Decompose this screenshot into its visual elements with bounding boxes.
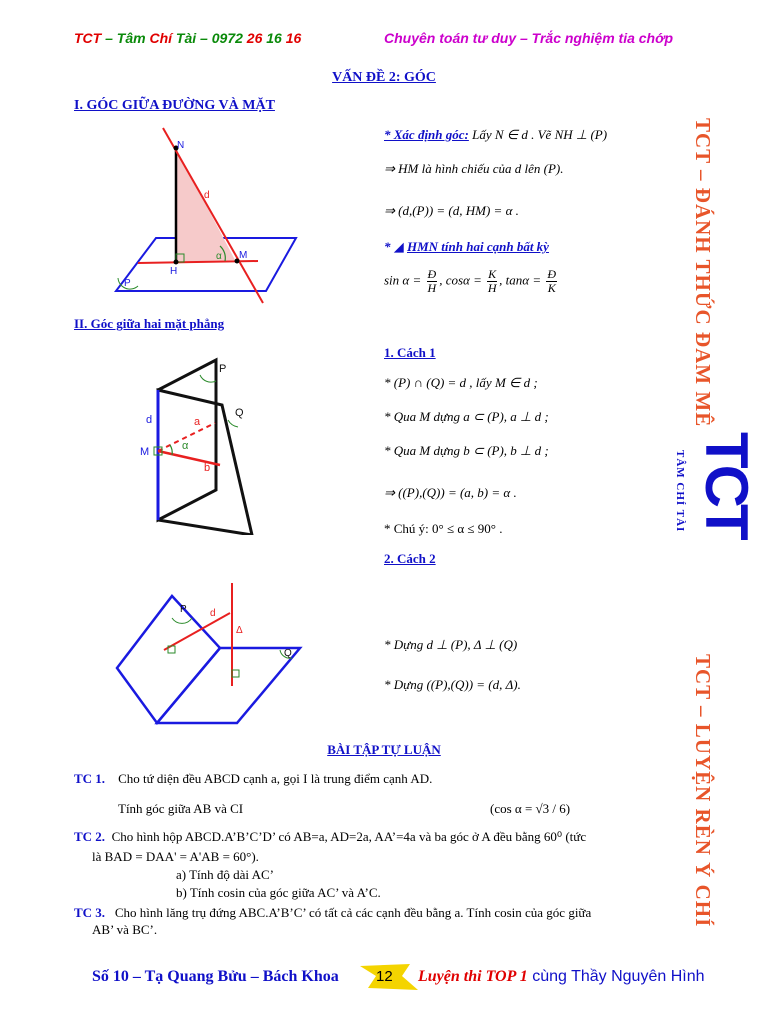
frac-cos bbox=[487, 268, 497, 295]
label-m: M bbox=[239, 250, 248, 261]
s1-line-2: ⇒ HM là hình chiếu của d lên (P). bbox=[384, 161, 564, 176]
label-p-fig1: P bbox=[219, 363, 227, 375]
section-2-heading: II. Góc giữa hai mặt phẳng bbox=[74, 316, 225, 331]
tc2-line-2: là BAD = DAA' = A'AB = 60°). bbox=[92, 849, 259, 864]
figure-two-planes-2 bbox=[112, 578, 332, 728]
line-d-fig2 bbox=[164, 613, 230, 650]
sidebar-bottom-text: TCT – LUYỆN RÈN Ý CHÍ bbox=[691, 654, 715, 928]
label-d: d bbox=[204, 190, 210, 201]
cos-label: , cosα = bbox=[439, 272, 482, 288]
tc1-line-2: Tính góc giữa AB và CI bbox=[118, 801, 244, 816]
header-phone-4: 16 bbox=[285, 30, 302, 46]
logo-small-text: TÂM CHÍ TÀI bbox=[674, 450, 686, 533]
tc2-item-a: a) Tính độ dài AC’ bbox=[176, 867, 274, 882]
frac-tan bbox=[546, 268, 557, 295]
tc3-text: Cho hình lăng trụ đứng ABC.A’B’C’ có tất cả các cạnh đều bằng a. Tính cosin của góc giữa bbox=[114, 905, 592, 920]
frac-sin bbox=[427, 268, 438, 295]
s1-line-4-star: * bbox=[384, 239, 394, 254]
figure-two-planes-1 bbox=[130, 345, 270, 535]
line-b bbox=[158, 451, 220, 465]
right-angle-mark-3 bbox=[232, 670, 239, 677]
tc3-line-1 bbox=[74, 904, 694, 922]
s1-line-3: ⇒ (d,(P)) = (d, HM) = α . bbox=[384, 203, 519, 218]
exercise-heading: BÀI TẬP TỰ LUẬN bbox=[327, 742, 441, 757]
header-name-1: Tâm bbox=[116, 30, 150, 46]
footer-top1: TOP 1 bbox=[485, 968, 528, 985]
label-m-fig1: M bbox=[140, 446, 150, 458]
frac-cos-num: K bbox=[488, 267, 497, 281]
frac-sin-den: H bbox=[427, 281, 437, 295]
trig-formulas bbox=[384, 268, 559, 295]
tc1-line-1 bbox=[74, 770, 694, 788]
header-left bbox=[74, 30, 301, 46]
sidebar-top-text: TCT – ĐÁNH THỨC ĐAM MÊ bbox=[691, 118, 715, 428]
tc3-line-2: AB’ và BC’. bbox=[92, 922, 158, 937]
header-dash: – bbox=[101, 30, 117, 46]
footer-teacher: cùng Thầy Nguyên Hình bbox=[527, 968, 705, 985]
footer-address: Số 10 – Tạ Quang Bửu – Bách Khoa bbox=[92, 968, 339, 985]
tc2-item-b: b) Tính cosin của góc giữa AC’ và A’C. bbox=[176, 885, 381, 900]
footer-luyen-thi: Luyện thi bbox=[418, 968, 486, 985]
header-dash-2: – bbox=[196, 30, 212, 46]
tc1-hint: (cos α = √3 / 6) bbox=[490, 801, 571, 816]
header-slogan: Chuyên toán tư duy – Trắc nghiệm tia chớp bbox=[384, 30, 674, 46]
c2-line-1: * Dựng d ⊥ (P), Δ ⊥ (Q) bbox=[384, 637, 518, 652]
label-a-fig1: a bbox=[194, 416, 201, 428]
tc1-label: TC 1. bbox=[74, 771, 106, 786]
label-b-fig1: b bbox=[204, 462, 211, 474]
frac-tan-den: K bbox=[547, 281, 556, 295]
c1-line-5: * Chú ý: 0° ≤ α ≤ 90° . bbox=[384, 521, 503, 536]
frac-sin-num: Đ bbox=[427, 267, 437, 281]
header-phone-2: 26 bbox=[246, 30, 263, 46]
page-title: VẤN ĐỀ 2: GÓC bbox=[332, 70, 436, 85]
s1-line-4 bbox=[384, 238, 549, 256]
header-phone-3: 16 bbox=[262, 30, 286, 46]
page-number: 12 bbox=[376, 968, 393, 985]
header-name-3: Tài bbox=[172, 30, 197, 46]
s1-label-determine: * Xác định góc: bbox=[384, 127, 469, 142]
plane-p-2-shape bbox=[117, 596, 220, 723]
c1-line-4: ⇒ ((P),(Q)) = (a, b) = α . bbox=[384, 485, 517, 500]
q-arc-1 bbox=[228, 420, 238, 427]
figure-line-plane bbox=[108, 118, 308, 308]
label-d-fig2: d bbox=[210, 608, 216, 619]
c2-line-2: * Dựng ((P),(Q)) = (d, Δ). bbox=[384, 677, 521, 692]
label-p-fig2: P bbox=[180, 604, 187, 615]
logo-big-text: TCT bbox=[693, 432, 760, 537]
label-delta-fig2: Δ bbox=[236, 625, 243, 636]
tc3-label: TC 3. bbox=[74, 905, 106, 920]
label-q-fig1: Q bbox=[235, 407, 244, 419]
tan-label: , tanα = bbox=[499, 272, 542, 288]
cach-1-heading: 1. Cách 1 bbox=[384, 345, 436, 360]
tc2-line-1 bbox=[74, 828, 694, 846]
section-1-heading: I. GÓC GIỮA ĐƯỜNG VÀ MẶT bbox=[74, 98, 275, 113]
header-phone-1: 0972 bbox=[211, 30, 247, 46]
frac-cos-den: H bbox=[487, 281, 497, 295]
tct-logo bbox=[692, 432, 760, 602]
sin-label: sin α = bbox=[384, 272, 422, 288]
label-n: N bbox=[177, 140, 185, 151]
label-p: P bbox=[124, 278, 131, 289]
c1-line-2: * Qua M dựng a ⊂ (P), a ⊥ d ; bbox=[384, 409, 549, 424]
s1-line-1-text: Lấy N ∈ d . Vẽ NH ⊥ (P) bbox=[468, 127, 608, 142]
triangle-icon: ◢ bbox=[393, 239, 404, 254]
tc1-text: Cho tứ diện đều ABCD cạnh a, gọi I là trung điểm cạnh AD. bbox=[118, 771, 433, 786]
label-h: H bbox=[170, 266, 178, 277]
c1-line-1: * (P) ∩ (Q) = d , lấy M ∈ d ; bbox=[384, 375, 538, 390]
cach-2-heading: 2. Cách 2 bbox=[384, 551, 436, 566]
label-d-fig1: d bbox=[146, 414, 153, 426]
label-alpha-fig1: α bbox=[182, 440, 189, 452]
header-tct: TCT bbox=[74, 30, 102, 46]
tc2-text: Cho hình hộp ABCD.A’B’C’D’ có AB=a, AD=2a, AA’=4a và ba góc ở A đều bằng 60⁰ (tức bbox=[111, 829, 587, 844]
plane-q-2-shape bbox=[157, 648, 300, 723]
footer-slogan bbox=[418, 968, 704, 986]
s1-line-1 bbox=[384, 126, 607, 144]
s1-line-4-text: HMN tính hai cạnh bất kỳ bbox=[407, 239, 549, 254]
label-alpha: α bbox=[216, 251, 222, 262]
c1-line-3: * Qua M dựng b ⊂ (P), b ⊥ d ; bbox=[384, 443, 549, 458]
p-arc-2 bbox=[172, 618, 192, 623]
frac-tan-num: Đ bbox=[547, 267, 557, 281]
header-name-2: Chí bbox=[149, 30, 173, 46]
tc2-label: TC 2. bbox=[74, 829, 106, 844]
point-h bbox=[174, 260, 179, 265]
p-arc-1 bbox=[200, 375, 216, 382]
label-q-fig2: Q bbox=[284, 648, 292, 659]
